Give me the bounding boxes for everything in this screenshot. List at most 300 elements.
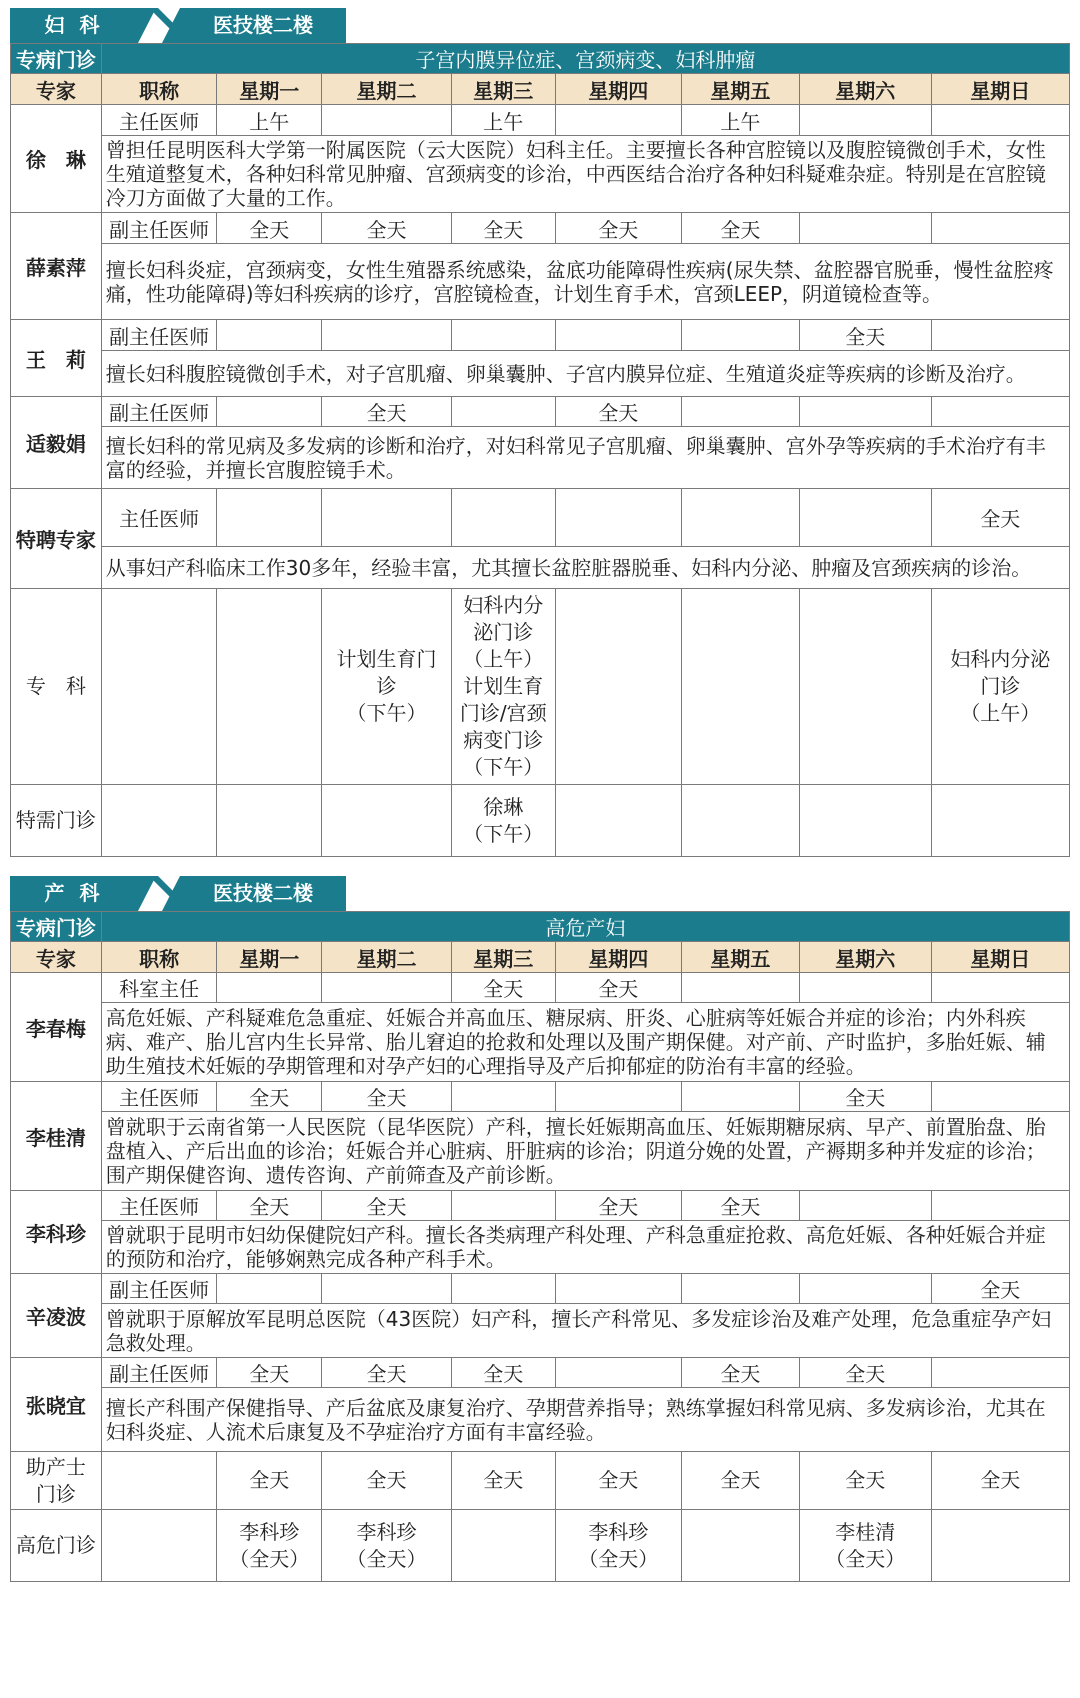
doctor-title-text: 副主任医师 [109,1278,210,1302]
day-slot [217,105,322,136]
day-slot [931,213,1069,244]
doctor-schedule-row [11,973,1070,1003]
doctor-name-text: 王 莉 [25,347,86,372]
day-slot-text: （下午） [346,701,427,725]
day-slot [682,589,800,785]
day-slot-text: 全天 [249,1468,290,1492]
day-slot-text: （全天） [578,1546,659,1571]
day-slot [799,489,931,547]
column-header [451,942,555,973]
day-slot-text: 诊 [376,674,397,698]
day-slot-text: 全天 [980,1278,1021,1302]
column-header [555,74,681,105]
doctor-name [11,213,102,320]
gyn-section [10,8,1070,857]
special-label [11,589,102,785]
doctor-description-row [11,1112,1070,1191]
day-slot [451,213,555,244]
day-slot-text: 李科珍 [588,1519,649,1544]
day-slot-text: 妇科内分 [463,593,544,617]
doctor-description-text: 曾就职于原解放军昆明总医院（43医院）妇产科，擅长产科常见、多发症诊治及难产处理，危急重症孕产妇急救处理。 [105,1306,1052,1355]
doctor-name-text: 李科珍 [25,1221,86,1246]
highrisk-label [11,1510,102,1582]
doctor-description-text: 曾就职于昆明市妇幼保健院妇产科。擅长各类病理产科处理、产科急重症抢救、高危妊娠、各种妊娠合并症的预防和治疗，能够娴熟完成各种产科手术。 [105,1223,1046,1271]
day-slot-text: 李科珍 [239,1519,300,1544]
column-header [931,942,1069,973]
day-slot [217,973,322,1003]
day-slot-text: 全天 [598,977,639,1001]
gyn-vip-row [11,785,1070,857]
doctor-name [11,489,102,589]
column-header-text: 星期五 [710,78,771,103]
doctor-description [101,1112,1069,1191]
day-slot-text: 上午 [720,109,761,134]
topic-text-text: 高危产妇 [545,916,626,940]
day-slot [799,1191,931,1221]
gyn-dept-tab: 妇 科 [10,8,138,43]
day-slot-text: 全天 [720,1468,761,1492]
day-slot-text: 全天 [720,1362,761,1386]
topic-label-text: 专病门诊 [15,916,96,940]
doctor-name [11,1082,102,1191]
topic-label [11,44,102,74]
day-slot-text: 全天 [249,1362,290,1386]
day-slot [217,213,322,244]
day-slot-text: 全天 [980,507,1021,531]
day-slot [931,1510,1069,1582]
column-header-text: 星期五 [710,946,771,971]
day-slot-text: 全天 [483,1362,524,1386]
doctor-description-row [11,1003,1070,1082]
day-slot [682,1274,800,1304]
day-slot [322,1082,452,1112]
doctor-description-row [11,1304,1070,1358]
day-slot [217,1191,322,1221]
doctor-name [11,320,102,397]
column-header [322,74,452,105]
doctor-description-text: 从事妇产科临床工作30多年，经验丰富，尤其擅长盆腔脏器脱垂、妇科内分泌、肿瘤及宫颈疾病的诊治。 [105,555,1032,580]
day-slot [451,1452,555,1510]
day-slot [799,1274,931,1304]
day-slot [217,489,322,547]
title-slot-empty [101,589,217,785]
day-slot [451,589,555,785]
day-slot-text: 计划生育 [463,674,544,698]
doctor-description [101,1003,1069,1082]
midwife-label [11,1452,102,1510]
day-slot [931,105,1069,136]
column-header [11,942,102,973]
doctor-title-text: 副主任医师 [109,1362,210,1386]
doctor-description-row [11,1221,1070,1274]
day-slot [799,1510,931,1582]
doctor-description-text: 高危妊娠、产科疑难危急重症、妊娠合并高血压、糖尿病、肝炎、心脏病等妊娠合并症的诊治；内外科疾病、难产、胎儿宫内生长异常、胎儿窘迫的抢救和处理以及围产期保健。对产前、产时监护，多胎妊娠、辅助生殖技术妊娠的孕期管理和对孕产妇的心理指导及产后抑郁症的防治有丰富的经验。 [105,1006,1046,1078]
doctor-name-text: 薛素萍 [25,255,86,280]
column-header-text: 星期三 [473,78,534,103]
doctor-description [101,547,1069,589]
day-slot [799,397,931,427]
day-slot [931,1082,1069,1112]
doctor-title [101,213,217,244]
doctor-title [101,320,217,351]
day-slot [451,1274,555,1304]
day-slot [555,489,681,547]
day-slot-text: 全天 [366,1195,407,1219]
doctor-description-text: 擅长妇科的常见病及多发病的诊断和治疗，对妇科常见子宫肌瘤、卵巢囊肿、宫外孕等疾病的手术治疗有丰富的经验，并擅长宫腹腔镜手术。 [105,433,1046,482]
doctor-schedule-row [11,1082,1070,1112]
obs-floor-tab: 医技楼二楼 [180,876,346,911]
gyn-floor-tab: 医技楼二楼 [180,8,346,43]
obs-section [10,876,1070,1582]
day-slot [451,1082,555,1112]
day-slot-text: 妇科内分泌 [950,647,1051,671]
day-slot [799,973,931,1003]
day-slot-text: 全天 [483,977,524,1001]
day-slot-text: 全天 [366,1086,407,1110]
day-slot-text: 徐琳 [483,794,524,819]
day-slot [931,973,1069,1003]
day-slot [799,320,931,351]
doctor-schedule-row [11,397,1070,427]
day-slot [931,1274,1069,1304]
day-slot [555,1274,681,1304]
day-slot [217,589,322,785]
vip-label [11,785,102,857]
day-slot [931,397,1069,427]
doctor-name-text: 张晓宜 [25,1394,86,1418]
day-slot-text: 全天 [366,401,407,425]
day-slot [451,1191,555,1221]
day-slot-text: 上午 [249,109,290,134]
day-slot-text: 李桂清 [835,1519,896,1544]
column-header [682,942,800,973]
day-slot-text: 病变门诊 [463,728,544,752]
day-slot [682,1191,800,1221]
column-header-text: 职称 [139,946,180,971]
doctor-description [101,1388,1069,1452]
column-header-text: 职称 [139,78,180,103]
day-slot [799,1082,931,1112]
day-slot [931,320,1069,351]
doctor-description-row [11,547,1070,589]
column-header-text: 星期六 [835,946,896,971]
day-slot [217,1510,322,1582]
topic-text-text: 子宫内膜异位症、宫颈病变、妇科肿瘤 [415,48,756,72]
day-slot-text: 计划生育门 [336,647,437,671]
column-header [11,74,102,105]
gyn-header [10,8,1070,43]
doctor-description [101,1304,1069,1358]
day-slot [555,1191,681,1221]
day-slot-text: 全天 [598,1195,639,1219]
column-header-text: 星期四 [588,78,649,103]
day-slot [931,1452,1069,1510]
doctor-title [101,1082,217,1112]
day-slot-text: 泌门诊 [473,620,534,644]
day-slot [555,1452,681,1510]
column-header-text: 星期二 [356,78,417,103]
day-slot-text: 全天 [598,1468,639,1492]
day-slot-text: 全天 [598,401,639,425]
doctor-description-text: 曾担任昆明医科大学第一附属医院（云大医院）妇科主任。主要擅长各种宫腔镜以及腹腔镜微创手术，女性生殖道整复术，各种妇科常见肿瘤、宫颈病变的诊治，中西医结合治疗各种妇科疑难杂症。特别是在宫腔镜冷刀方面做了大量的工作。 [105,138,1046,210]
doctor-title [101,1274,217,1304]
doctor-name-text: 徐 琳 [25,148,86,172]
day-slot [931,785,1069,857]
day-slot [555,397,681,427]
doctor-name-text: 李桂清 [25,1125,86,1150]
day-slot [799,1358,931,1388]
column-header [451,74,555,105]
day-slot [217,1274,322,1304]
gyn-schedule-table [10,43,1070,857]
day-slot [322,1358,452,1388]
day-slot-text: 上午 [483,109,524,134]
day-slot [217,1358,322,1388]
day-slot-text: 全天 [720,217,761,242]
doctor-title [101,973,217,1003]
day-slot [682,213,800,244]
column-header [101,942,217,973]
day-slot [451,973,555,1003]
gyn-special-row [11,589,1070,785]
doctor-schedule-row [11,1191,1070,1221]
column-header-text: 星期二 [356,946,417,971]
doctor-description [101,136,1069,213]
day-slot [555,320,681,351]
day-slot [217,320,322,351]
day-slot-text: （下午） [463,821,544,846]
day-slot-text: （上午） [960,701,1041,725]
midwife-label-text: 助产士 [25,1454,86,1479]
doctor-title-text: 主任医师 [119,507,200,531]
day-slot-text: 全天 [483,1468,524,1492]
day-slot [682,320,800,351]
column-header-text: 星期日 [970,78,1031,103]
midwife-label-text: 门诊 [35,1481,76,1506]
day-slot-text: （全天） [346,1546,427,1571]
obs-schedule-table [10,911,1070,1582]
special-label-text: 专 科 [25,674,86,698]
doctor-name-text: 适毅娟 [25,432,86,456]
gyn-tab-head [162,8,180,43]
doctor-title-text: 主任医师 [119,109,200,134]
vip-label-text: 特需门诊 [15,808,96,832]
day-slot [555,105,681,136]
doctor-name [11,105,102,213]
day-slot [451,320,555,351]
highrisk-label-text: 高危门诊 [15,1533,96,1557]
day-slot [682,1082,800,1112]
day-slot [322,1452,452,1510]
day-slot-text: 全天 [366,1362,407,1386]
day-slot [322,1274,452,1304]
day-slot-text: 门诊 [980,674,1021,698]
column-header [322,942,452,973]
doctor-title [101,1191,217,1221]
day-slot [682,973,800,1003]
obs-topic-row [11,912,1070,942]
doctor-title [101,397,217,427]
day-slot [555,213,681,244]
doctor-schedule-row [11,489,1070,547]
day-slot [451,1510,555,1582]
doctor-name [11,1191,102,1274]
day-slot [799,785,931,857]
obs-highrisk-row [11,1510,1070,1582]
doctor-description-row [11,427,1070,489]
doctor-description-row [11,244,1070,320]
topic-text [101,44,1069,74]
day-slot [799,105,931,136]
day-slot [322,589,452,785]
doctor-schedule-row [11,105,1070,136]
day-slot [217,397,322,427]
topic-label-text: 专病门诊 [15,48,96,72]
day-slot [555,785,681,857]
column-header [217,74,322,105]
day-slot [451,105,555,136]
day-slot [322,105,452,136]
column-header [682,74,800,105]
day-slot [451,1358,555,1388]
obs-header [10,876,1070,911]
obs-dept-tab: 产 科 [10,876,138,911]
day-slot [931,589,1069,785]
column-header-text: 星期四 [588,946,649,971]
day-slot [682,105,800,136]
column-header [931,74,1069,105]
doctor-schedule-row [11,320,1070,351]
day-slot [322,973,452,1003]
day-slot [322,785,452,857]
doctor-description-text: 曾就职于云南省第一人民医院（昆华医院）产科，擅长妊娠期高血压、妊娠期糖尿病、早产、前置胎盘、胎盘植入、产后出血的诊治；妊娠合并心脏病、肝脏病的诊治；阴道分娩的处置，产褥期多种并发症的诊治；围产期保健咨询、遗传咨询、产前筛查及产前诊断。 [105,1115,1046,1187]
doctor-description [101,427,1069,489]
doctor-name-text: 李春梅 [25,1016,86,1041]
day-slot [217,1082,322,1112]
day-slot [555,973,681,1003]
day-slot [682,397,800,427]
day-slot [322,1510,452,1582]
day-slot [555,589,681,785]
day-slot [322,1191,452,1221]
day-slot-text: 全天 [845,1086,886,1110]
day-slot-text: 全天 [845,1468,886,1492]
day-slot [555,1358,681,1388]
column-header-text: 星期六 [835,78,896,103]
day-slot [322,397,452,427]
doctor-name-text: 特聘专家 [15,528,96,552]
title-slot-empty [101,1510,217,1582]
day-slot [931,1358,1069,1388]
doctor-description [101,244,1069,320]
obs-midwife-row [11,1452,1070,1510]
column-header-text: 星期日 [970,946,1031,971]
day-slot-text: 全天 [249,1195,290,1219]
day-slot-text: 全天 [980,1468,1021,1492]
day-slot [322,320,452,351]
day-slot [217,785,322,857]
doctor-title-text: 主任医师 [119,1195,200,1219]
day-slot-text: 全天 [249,1086,290,1110]
day-slot [931,489,1069,547]
doctor-name [11,1358,102,1452]
day-slot [682,1452,800,1510]
column-header [217,942,322,973]
day-slot [451,785,555,857]
doctor-title-text: 副主任医师 [109,217,210,242]
day-slot [682,1358,800,1388]
day-slot-text: 门诊/宫颈 [459,701,547,725]
day-slot-text: 全天 [249,217,290,242]
doctor-name [11,1274,102,1358]
doctor-title-text: 科室主任 [119,977,200,1001]
day-slot [799,589,931,785]
column-header [799,74,931,105]
day-slot-text: 全天 [483,217,524,242]
day-slot-text: （上午） [463,647,544,671]
day-slot [555,1510,681,1582]
column-header-text: 星期一 [239,78,300,103]
day-slot [217,1452,322,1510]
column-header-text: 专家 [35,78,76,103]
day-slot [451,397,555,427]
day-slot-text: （全天） [825,1546,906,1571]
column-header-text: 专家 [35,946,76,971]
doctor-title-text: 主任医师 [119,1086,200,1110]
day-slot [799,1452,931,1510]
day-slot-text: （下午） [463,755,544,779]
day-slot-text: （全天） [229,1546,310,1571]
obs-tab-head [162,876,180,911]
doctor-name [11,397,102,489]
doctor-description-row [11,1388,1070,1452]
obs-header-row [11,942,1070,973]
day-slot [931,1191,1069,1221]
doctor-title-text: 副主任医师 [109,401,210,425]
day-slot [451,489,555,547]
topic-text [101,912,1069,942]
day-slot-text: 全天 [366,1468,407,1492]
doctor-description-row [11,136,1070,213]
doctor-title [101,489,217,547]
day-slot-text: 全天 [845,324,886,349]
gyn-topic-row [11,44,1070,74]
day-slot-text: 全天 [366,217,407,242]
day-slot [322,489,452,547]
title-slot-empty [101,785,217,857]
doctor-description [101,351,1069,397]
day-slot [682,489,800,547]
day-slot [799,213,931,244]
day-slot-text: 全天 [598,217,639,242]
day-slot-text: 全天 [720,1195,761,1219]
doctor-schedule-row [11,213,1070,244]
column-header-text: 星期三 [473,946,534,971]
doctor-description-text: 擅长妇科腹腔镜微创手术，对子宫肌瘤、卵巢囊肿、子宫内膜异位症、生殖道炎症等疾病的诊断及治疗。 [105,361,1026,386]
doctor-title [101,105,217,136]
doctor-name-text: 辛凌波 [25,1305,86,1329]
doctor-description-text: 擅长妇科炎症，宫颈病变，女性生殖器系统感染，盆底功能障碍性疾病(尿失禁、盆腔器官脱垂，慢性盆腔疼痛，性功能障碍)等妇科疾病的诊疗，宫腔镜检查，计划生育手术，宫颈LEEP，阴道镜检查等。 [105,257,1054,306]
doctor-name [11,973,102,1082]
doctor-title-text: 副主任医师 [109,324,210,349]
day-slot [322,213,452,244]
doctor-description-text: 擅长产科围产保健指导、产后盆底及康复治疗、孕期营养指导；熟练掌握妇科常见病、多发病诊治，尤其在妇科炎症、人流术后康复及不孕症治疗方面有丰富经验。 [105,1395,1046,1444]
day-slot-text: 全天 [845,1362,886,1386]
column-header [101,74,217,105]
topic-label [11,912,102,942]
title-slot-empty [101,1452,217,1510]
column-header [555,942,681,973]
